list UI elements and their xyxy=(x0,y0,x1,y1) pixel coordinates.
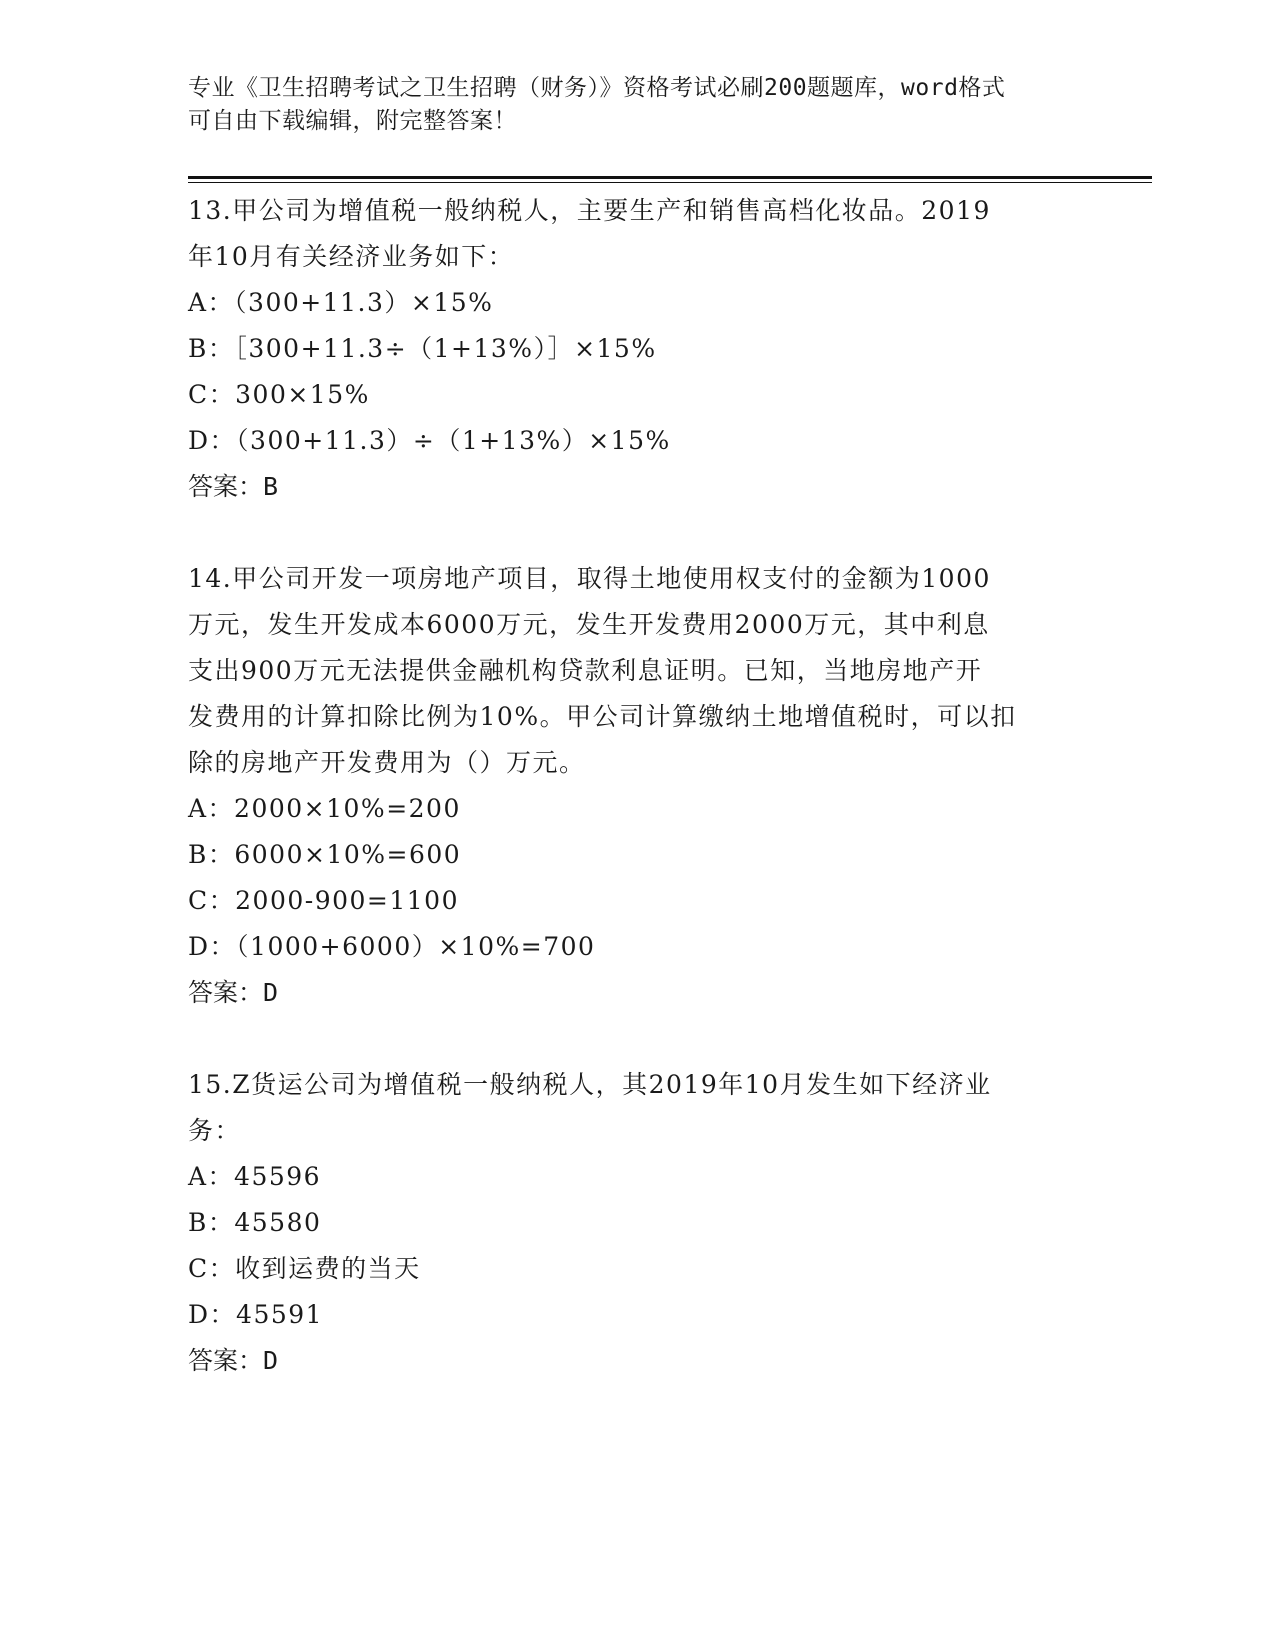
option-a: A：45596 xyxy=(188,1162,322,1191)
option-c: C：2000-900=1100 xyxy=(188,886,459,915)
question-stem-line: 13.甲公司为增值税一般纳税人，主要生产和销售高档化妆品。2019 xyxy=(188,196,991,225)
question-15 xyxy=(188,1062,1088,1384)
option-b: B：45580 xyxy=(188,1208,322,1237)
option-b: B：6000×10%=600 xyxy=(188,840,462,869)
option-d: D：（1000+6000）×10%=700 xyxy=(188,932,596,961)
option-d: D：（300+11.3）÷（1+13%）×15% xyxy=(188,426,671,455)
option-a: A：2000×10%=200 xyxy=(188,794,461,823)
question-stem-line: 除的房地产开发费用为（）万元。 xyxy=(188,748,586,777)
answer-line: 答案：D xyxy=(188,978,279,1007)
option-b: B：［300+11.3÷（1+13%）］×15% xyxy=(188,334,657,363)
header-line-1: 专业《卫生招聘考试之卫生招聘（财务）》资格考试必刷200题题库，word格式 xyxy=(188,75,1006,101)
question-stem-line: 15.Z货运公司为增值税一般纳税人，其2019年10月发生如下经济业 xyxy=(188,1070,992,1099)
option-c: C：300×15% xyxy=(188,380,370,409)
question-14 xyxy=(188,556,1088,1016)
question-list xyxy=(188,188,1088,1430)
question-stem-line: 年10月有关经济业务如下： xyxy=(188,242,515,271)
question-stem-line: 发费用的计算扣除比例为10%。甲公司计算缴纳土地增值税时，可以扣 xyxy=(188,702,1017,731)
option-d: D：45591 xyxy=(188,1300,324,1329)
question-stem-line: 务： xyxy=(188,1116,242,1145)
answer-line: 答案：B xyxy=(188,472,279,501)
option-c: C：收到运费的当天 xyxy=(188,1254,421,1283)
header-line-2: 可自由下载编辑，附完整答案！ xyxy=(188,108,517,134)
option-a: A：（300+11.3）×15% xyxy=(188,288,494,317)
question-stem-line: 支出900万元无法提供金融机构贷款利息证明。已知，当地房地产开 xyxy=(188,656,983,685)
answer-line: 答案：D xyxy=(188,1346,279,1375)
header-divider-thin xyxy=(188,182,1152,183)
question-stem-line: 14.甲公司开发一项房地产项目，取得土地使用权支付的金额为1000 xyxy=(188,564,991,593)
question-13 xyxy=(188,188,1088,510)
question-stem-line: 万元，发生开发成本6000万元，发生开发费用2000万元，其中利息 xyxy=(188,610,990,639)
header-divider-thick xyxy=(188,176,1152,179)
document-header xyxy=(188,72,1088,138)
